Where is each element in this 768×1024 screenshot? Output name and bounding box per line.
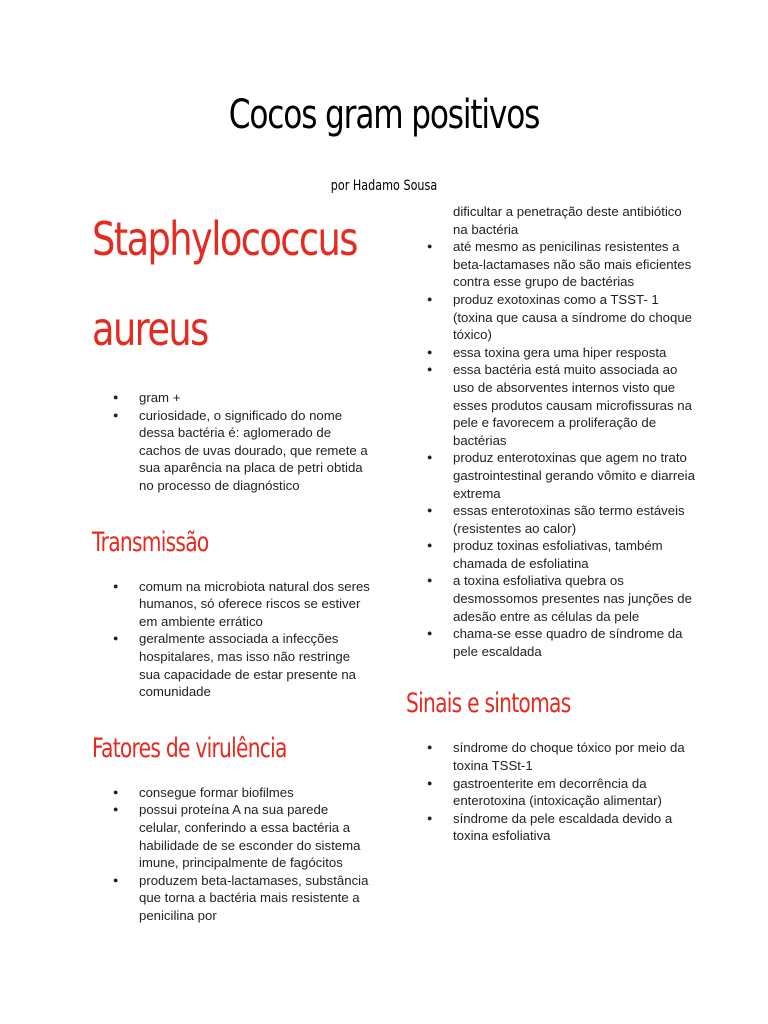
- list-item: ● essa bactéria está muito associada ao uso de absorventes internos visto que esses produtos causam microfissuras na pele e favorecem a proliferação de bactérias: [406, 361, 696, 449]
- list-item: ● produz enterotoxinas que agem no trato gastrointestinal gerando vômito e diarreia extrema: [406, 449, 696, 502]
- list-item: ● produz toxinas esfoliativas, também chamada de esfoliatina: [406, 537, 696, 572]
- author-line: por Hadamo Sousa: [330, 178, 438, 194]
- symptoms-heading: Sinais e sintomas: [406, 688, 571, 720]
- symptoms-list: [406, 739, 696, 845]
- list-item: ● consegue formar biofilmes: [92, 784, 372, 802]
- transmission-heading: Transmissão: [92, 526, 209, 558]
- list-item: ● curiosidade, o significado do nome dessa bactéria é: aglomerado de cachos de uvas dourado, que remete a sua aparência na placa de petri obtida no processo de diagnóstico: [92, 407, 372, 495]
- list-item: ● chama-se esse quadro de síndrome da pele escaldada: [406, 625, 696, 660]
- list-item: ● produz exotoxinas como a TSST- 1 (toxina que causa a síndrome do choque tóxico): [406, 291, 696, 344]
- list-item: ● geralmente associada a infecções hospitalares, mas isso não restringe sua capacidade de estar presente na comunidade: [92, 630, 372, 700]
- right-column: [406, 203, 696, 845]
- list-item: ● gastroenterite em decorrência da enterotoxina (intoxicação alimentar): [406, 775, 696, 810]
- virulence-list-continued: [406, 203, 696, 660]
- list-item: ● essa toxina gera uma hiper resposta: [406, 344, 696, 362]
- list-item: ● síndrome do choque tóxico por meio da toxina TSSt-1: [406, 739, 696, 774]
- list-item: ● essas enterotoxinas são termo estáveis (resistentes ao calor): [406, 502, 696, 537]
- intro-list: [92, 389, 372, 495]
- left-column: [92, 200, 372, 924]
- list-item: ● produzem beta-lactamases, substância que torna a bactéria mais resistente a penicilina por: [92, 872, 372, 925]
- section-heading-line2: aureus: [92, 302, 208, 356]
- transmission-list: [92, 578, 372, 701]
- list-item: ● a toxina esfoliativa quebra os desmossomos presentes nas junções de adesão entre as células da pele: [406, 572, 696, 625]
- list-item: ● gram +: [92, 389, 372, 407]
- section-heading-line1: Staphylococcus: [92, 212, 357, 266]
- list-item: ● até mesmo as penicilinas resistentes a beta-lactamases não são mais eficientes contra esse grupo de bactérias: [406, 238, 696, 291]
- page-title: Cocos gram positivos: [228, 92, 540, 138]
- virulence-list: [92, 784, 372, 925]
- list-item: ● possui proteína A na sua parede celular, conferindo a essa bactéria a habilidade de se esconder do sistema imune, principalmente de fagócitos: [92, 801, 372, 871]
- virulence-heading: Fatores de virulência: [92, 732, 287, 764]
- list-item-continuation: dificultar a penetração deste antibiótico na bactéria: [453, 204, 682, 237]
- list-item: ● síndrome da pele escaldada devido a toxina esfoliativa: [406, 810, 696, 845]
- list-item: ● comum na microbiota natural dos seres humanos, só oferece riscos se estiver em ambiente errático: [92, 578, 372, 631]
